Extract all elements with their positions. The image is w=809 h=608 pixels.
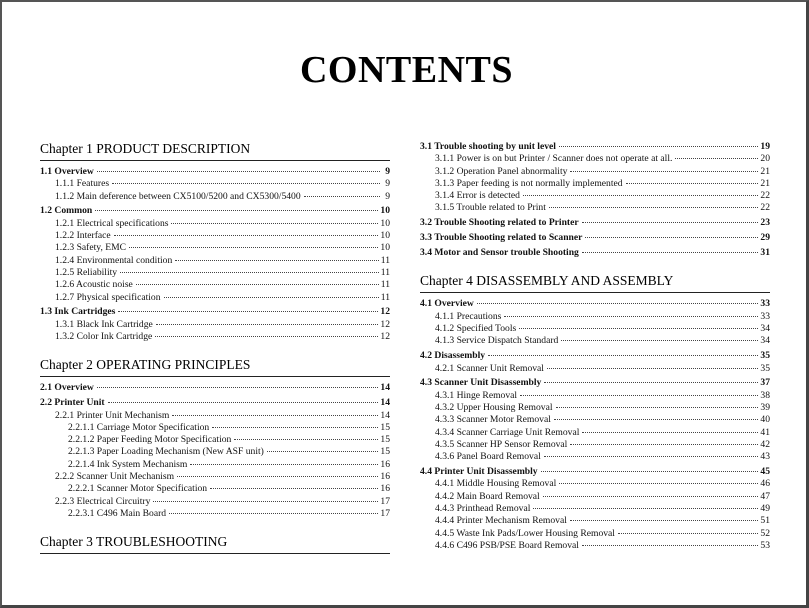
toc-page-number: 22: [760, 202, 770, 214]
toc-entry-label: 1.1.1 Features: [55, 178, 110, 190]
toc-page-number: 11: [380, 266, 390, 278]
toc-entry[interactable]: [40, 255, 390, 267]
dot-leader: [533, 508, 758, 509]
toc-page-number: 14: [380, 382, 390, 394]
toc-entry-label: 4.3 Scanner Unit Disassembly: [420, 377, 542, 389]
toc-entry[interactable]: [40, 508, 390, 520]
toc-entry[interactable]: [420, 232, 770, 244]
toc-page-number: 51: [760, 515, 770, 527]
toc-entry[interactable]: [420, 466, 770, 478]
toc-entry-label: 1.2.3 Safety, EMC: [55, 242, 127, 254]
chapter-heading[interactable]: Chapter 2 OPERATING PRINCIPLES: [40, 357, 390, 377]
toc-entry-label: 4.1.3 Service Dispatch Standard: [435, 335, 559, 347]
page-title: CONTENTS: [299, 49, 514, 91]
dot-leader: [519, 328, 758, 329]
chapter-heading[interactable]: Chapter 3 TROUBLESHOOTING: [40, 534, 390, 554]
toc-page-number: 16: [380, 483, 390, 495]
toc-entry-label: 4.4.5 Waste Ink Pads/Lower Housing Removal: [435, 527, 615, 539]
dot-leader: [582, 252, 759, 253]
toc-page-number: 11: [380, 291, 390, 303]
dot-leader: [544, 382, 758, 383]
toc-page-number: 33: [760, 310, 770, 322]
dot-leader: [547, 368, 758, 369]
toc-entry-label: 2.2.2.1 Scanner Motor Specification: [68, 483, 208, 495]
toc-page-number: 29: [760, 232, 770, 244]
toc-page-number: 14: [380, 397, 390, 409]
dot-leader: [570, 520, 759, 521]
dot-leader: [477, 303, 759, 304]
dot-leader: [549, 207, 759, 208]
dot-leader: [626, 183, 759, 184]
toc-page-number: 10: [380, 205, 390, 217]
toc-page-number: 19: [760, 141, 770, 152]
toc-page-number: 11: [380, 254, 390, 266]
toc-page-number: 23: [760, 217, 770, 229]
toc-entry-label: 2.2.1 Printer Unit Mechanism: [55, 409, 170, 421]
toc-entry-label: 4.1.1 Precautions: [435, 310, 502, 322]
dot-leader: [118, 311, 378, 312]
toc-entry-label: 4.2.1 Scanner Unit Removal: [435, 362, 544, 374]
toc-page-number: 39: [760, 402, 770, 414]
dot-leader: [504, 316, 758, 317]
toc-entry-label: 2.2 Printer Unit: [40, 397, 105, 409]
toc-entry-label: 2.2.2 Scanner Unit Mechanism: [55, 471, 175, 483]
toc-entry-label: 4.4.3 Printhead Removal: [435, 502, 531, 514]
toc-entry[interactable]: [420, 298, 770, 310]
toc-entry[interactable]: [420, 166, 770, 178]
toc-page-number: 16: [380, 458, 390, 470]
toc-entry[interactable]: [420, 503, 770, 515]
toc-entry[interactable]: [40, 422, 390, 434]
toc-entry-label: 1.3 Ink Cartridges: [40, 306, 116, 318]
toc-entry[interactable]: [420, 202, 770, 214]
toc-entry-label: 1.1 Overview: [40, 166, 94, 177]
dot-leader: [153, 501, 378, 502]
toc-page-number: 33: [760, 298, 770, 310]
dot-leader: [155, 336, 378, 337]
toc-entry[interactable]: [420, 178, 770, 190]
dot-leader: [585, 237, 758, 238]
toc-page-number: 9: [385, 190, 390, 202]
toc-entry-label: 1.2.4 Environmental condition: [55, 254, 173, 266]
toc-entry-label: 4.4.2 Main Board Removal: [435, 490, 540, 502]
toc-page-number: 9: [385, 166, 390, 177]
dot-leader: [177, 476, 378, 477]
dot-leader: [169, 513, 378, 514]
dot-leader: [112, 183, 380, 184]
toc-page-number: 52: [760, 527, 770, 539]
toc-entry[interactable]: [40, 410, 390, 422]
toc-entry-label: 1.2.1 Electrical specifications: [55, 217, 169, 229]
toc-entry-label: 2.1 Overview: [40, 382, 94, 394]
toc-entry[interactable]: [40, 483, 390, 495]
toc-entry[interactable]: [420, 335, 770, 347]
toc-entry[interactable]: [40, 178, 390, 190]
toc-page-number: 53: [760, 539, 770, 551]
toc-entry-label: 2.2.1.1 Carriage Motor Specification: [68, 421, 210, 433]
toc-entry[interactable]: [420, 311, 770, 323]
toc-entry-label: 4.4.4 Printer Mechanism Removal: [435, 515, 567, 527]
toc-entry-label: 4.4 Printer Unit Disassembly: [420, 466, 538, 478]
dot-leader: [175, 260, 379, 261]
toc-page-number: 9: [385, 178, 390, 190]
dot-leader: [164, 297, 379, 298]
toc-page-number: 31: [760, 247, 770, 259]
toc-page-number: 46: [760, 478, 770, 490]
toc-entry-label: 1.2 Common: [40, 205, 93, 217]
dot-leader: [541, 471, 759, 472]
toc-entry[interactable]: [40, 397, 390, 409]
toc-page-number: 10: [380, 217, 390, 229]
dot-leader: [136, 284, 379, 285]
dot-leader: [97, 387, 379, 388]
toc-entry-label: 2.2.3 Electrical Circuitry: [55, 495, 151, 507]
toc-page-number: 34: [760, 323, 770, 335]
toc-entry[interactable]: [40, 459, 390, 471]
toc-entry-label: 4.2 Disassembly: [420, 350, 486, 362]
toc-page-number: 15: [380, 421, 390, 433]
toc-entry[interactable]: [40, 471, 390, 483]
dot-leader: [114, 235, 379, 236]
toc-entry[interactable]: [40, 230, 390, 242]
dot-leader: [559, 483, 758, 484]
dot-leader: [108, 402, 379, 403]
toc-page-number: 38: [760, 389, 770, 401]
toc-page-number: 42: [760, 438, 770, 450]
toc-entry-label: 4.1.2 Specified Tools: [435, 323, 517, 335]
toc-entry[interactable]: [420, 247, 770, 259]
toc-entry[interactable]: [40, 434, 390, 446]
toc-entry[interactable]: [40, 382, 390, 394]
toc-page-number: 41: [760, 426, 770, 438]
toc-entry[interactable]: [40, 319, 390, 331]
toc-entry[interactable]: [420, 350, 770, 362]
dot-leader: [559, 146, 758, 147]
toc-entry-label: 4.3.5 Scanner HP Sensor Removal: [435, 438, 568, 450]
chapter-heading[interactable]: Chapter 4 DISASSEMBLY AND ASSEMBLY: [420, 273, 770, 293]
toc-page-number: 12: [380, 306, 390, 318]
toc-entry[interactable]: [40, 446, 390, 458]
toc-entry-label: 1.3.1 Black Ink Cartridge: [55, 318, 153, 330]
dot-leader: [129, 247, 378, 248]
toc-page-number: 11: [380, 279, 390, 291]
toc-entry[interactable]: [420, 377, 770, 389]
toc-entry[interactable]: [420, 363, 770, 375]
toc-entry-label: 4.3.1 Hinge Removal: [435, 389, 518, 401]
toc-entry-label: 1.1.2 Main deference between CX5100/5200 and CX5300/5400: [55, 190, 301, 202]
toc-entry-label: 3.2 Trouble Shooting related to Printer: [420, 217, 579, 229]
toc-page-number: 21: [760, 177, 770, 189]
dot-leader: [171, 223, 378, 224]
toc-entry-label: 3.1 Trouble shooting by unit level: [420, 141, 556, 152]
dot-leader: [156, 324, 379, 325]
dot-leader: [234, 439, 378, 440]
toc-entry[interactable]: [420, 427, 770, 439]
toc-page-number: 15: [380, 446, 390, 458]
dot-leader: [97, 171, 380, 172]
dot-leader: [618, 533, 758, 534]
toc-page-number: 10: [380, 242, 390, 254]
toc-entry[interactable]: [40, 306, 390, 318]
dot-leader: [190, 464, 378, 465]
toc-entry[interactable]: [40, 242, 390, 254]
dot-leader: [210, 488, 378, 489]
toc-page-number: 43: [760, 451, 770, 463]
toc-entry[interactable]: [40, 292, 390, 304]
dot-leader: [582, 432, 758, 433]
toc-page-number: 45: [760, 466, 770, 478]
toc-entry[interactable]: [40, 267, 390, 279]
dot-leader: [95, 210, 378, 211]
toc-entry[interactable]: [420, 390, 770, 402]
toc-page-number: 17: [380, 495, 390, 507]
toc-page-number: 20: [760, 153, 770, 165]
toc-entry-label: 1.2.2 Interface: [55, 230, 111, 242]
toc-entry-label: 1.2.6 Acoustic noise: [55, 279, 133, 291]
toc-page-number: 35: [760, 350, 770, 362]
toc-page-number: 49: [760, 502, 770, 514]
toc-entry[interactable]: [420, 515, 770, 527]
toc-entry-label: 3.1.2 Operation Panel abnormality: [435, 165, 568, 177]
toc-page-number: 12: [380, 331, 390, 343]
toc-entry[interactable]: [420, 528, 770, 540]
toc-entry[interactable]: [420, 190, 770, 202]
toc-entry-label: 4.4.1 Middle Housing Removal: [435, 478, 557, 490]
toc-entry[interactable]: [420, 439, 770, 451]
toc-entry-label: 4.4.6 C496 PSB/PSE Board Removal: [435, 539, 579, 551]
toc-entry-label: 3.1.3 Paper feeding is not normally implemented: [435, 177, 623, 189]
dot-leader: [554, 419, 759, 420]
toc-entry-label: 1.2.5 Reliability: [55, 266, 118, 278]
toc-entry-label: 2.2.1.4 Ink System Mechanism: [68, 458, 188, 470]
toc-entry-label: 3.1.4 Error is detected: [435, 190, 520, 202]
toc-entry-label: 4.3.3 Scanner Motor Removal: [435, 414, 551, 426]
toc-page-number: 17: [380, 507, 390, 519]
dot-leader: [570, 171, 758, 172]
dot-leader: [543, 496, 759, 497]
toc-entry-label: 2.2.3.1 C496 Main Board: [68, 507, 167, 519]
dot-leader: [304, 196, 380, 197]
toc-entry[interactable]: [420, 323, 770, 335]
toc-page-number: 12: [380, 318, 390, 330]
toc-entry-label: 3.1.1 Power is on but Printer / Scanner does not operate at all.: [435, 153, 673, 165]
toc-entry[interactable]: [40, 166, 390, 178]
toc-entry-label: 4.3.2 Upper Housing Removal: [435, 402, 553, 414]
dot-leader: [172, 415, 378, 416]
dot-leader: [675, 158, 758, 159]
dot-leader: [561, 340, 758, 341]
dot-leader: [556, 407, 759, 408]
toc-entry-label: 4.3.4 Scanner Carriage Unit Removal: [435, 426, 580, 438]
toc-entry-label: 2.2.1.2 Paper Feeding Motor Specification: [68, 434, 232, 446]
toc-page-number: 10: [380, 230, 390, 242]
toc-page-number: 15: [380, 434, 390, 446]
toc-page-number: 14: [380, 409, 390, 421]
toc-entry[interactable]: [40, 191, 390, 203]
toc-entry[interactable]: [420, 478, 770, 490]
toc-page-number: 16: [380, 471, 390, 483]
toc-page-number: 47: [760, 490, 770, 502]
toc-entry-label: 1.3.2 Color Ink Cartridge: [55, 331, 153, 343]
toc-page-number: 37: [760, 377, 770, 389]
toc-page-number: 22: [760, 190, 770, 202]
dot-leader: [582, 222, 759, 223]
dot-leader: [523, 195, 758, 196]
toc-entry-label: 3.4 Motor and Sensor trouble Shooting: [420, 247, 579, 259]
toc-page-number: 35: [760, 362, 770, 374]
toc-entry[interactable]: [420, 402, 770, 414]
toc-entry[interactable]: [420, 141, 770, 153]
dot-leader: [488, 355, 758, 356]
toc-entry[interactable]: [40, 205, 390, 217]
toc-entry[interactable]: [420, 451, 770, 463]
toc-page-number: 40: [760, 414, 770, 426]
toc-page-number: 21: [760, 165, 770, 177]
toc-entry-label: 1.2.7 Physical specification: [55, 291, 161, 303]
dot-leader: [520, 395, 758, 396]
toc-entry-label: 4.1 Overview: [420, 298, 474, 310]
toc-entry[interactable]: [40, 279, 390, 291]
toc-entry[interactable]: [420, 153, 770, 165]
chapter-heading[interactable]: Chapter 1 PRODUCT DESCRIPTION: [40, 141, 390, 161]
toc-entry-label: 4.3.6 Panel Board Removal: [435, 451, 541, 463]
toc-entry[interactable]: [420, 540, 770, 552]
dot-leader: [120, 272, 379, 273]
toc-left-column: [40, 141, 390, 559]
dot-leader: [582, 545, 758, 546]
toc-right-column: [420, 141, 770, 552]
toc-entry[interactable]: [40, 331, 390, 343]
dot-leader: [212, 427, 378, 428]
dot-leader: [544, 456, 759, 457]
toc-page-number: 34: [760, 335, 770, 347]
toc-entry[interactable]: [420, 414, 770, 426]
toc-entry[interactable]: [420, 217, 770, 229]
toc-entry[interactable]: [420, 491, 770, 503]
toc-entry[interactable]: [40, 496, 390, 508]
toc-entry[interactable]: [40, 218, 390, 230]
dot-leader: [570, 444, 758, 445]
dot-leader: [267, 451, 379, 452]
toc-entry-label: 2.2.1.3 Paper Loading Mechanism (New ASF unit): [68, 446, 264, 458]
toc-entry-label: 3.3 Trouble Shooting related to Scanner: [420, 232, 583, 244]
toc-entry-label: 3.1.5 Trouble related to Print: [435, 202, 546, 214]
